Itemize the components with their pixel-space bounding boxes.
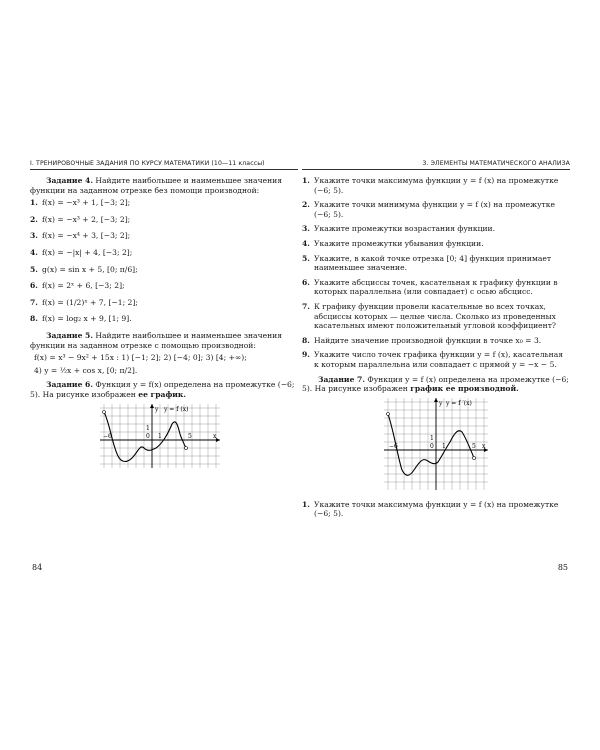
task5-text: Найдите наибольшее и наименьшее значения функции на заданном отрезке с помощью производной: (30, 330, 283, 350)
graph-y-label: y (155, 405, 159, 413)
item-number: 4. (302, 238, 310, 248)
question-item (302, 254, 570, 273)
graph-tick-neg6: −6 (103, 432, 112, 440)
item-formula: f(x) = −x³ + 1, [−3; 2]; (42, 198, 131, 208)
endpoint-open (185, 446, 188, 449)
graph-y-1: 1 (146, 424, 150, 432)
item-number: 5. (302, 253, 310, 263)
item-text: Укажите, в какой точке отрезка [0; 4] функция принимает наименьшее значение. (314, 253, 552, 273)
task4-list (30, 198, 298, 324)
item-number: 6. (302, 277, 310, 287)
question-item (302, 278, 570, 297)
task6-text: Функция y = f(x) определена на промежутке (−6; 5). На рисунке изображен (30, 380, 295, 399)
question-item (302, 302, 570, 331)
item-text: Найдите значение производной функции в точке x₀ = 3. (314, 335, 542, 345)
item-number: 7. (30, 297, 38, 307)
item-text: Укажите промежутки возрастания функции. (314, 224, 496, 234)
task4-label: Задание 4. (46, 176, 93, 185)
item-formula: f(x) = −x³ + 2, [−3; 2]; (42, 214, 131, 224)
item-number: 3. (30, 231, 38, 241)
left-page (30, 160, 298, 580)
derivative-graph (384, 398, 488, 490)
question-item (302, 350, 570, 369)
item-number: 8. (302, 335, 310, 345)
endpoint-open (473, 456, 476, 459)
item-number: 2. (302, 200, 310, 210)
page-number-right: 85 (557, 563, 568, 572)
question-item (302, 239, 570, 249)
task7-intro (302, 375, 570, 394)
question-item (302, 224, 570, 234)
item-number: 8. (30, 314, 38, 324)
task4-item (30, 298, 298, 308)
item-text: Укажите промежутки убывания функции. (314, 238, 484, 248)
task7-text: Функция y = f (x) определена на промежутке (−6; 5). На рисунке изображен (302, 374, 569, 394)
graph-tick-5: 5 (188, 432, 192, 440)
item-number: 2. (30, 214, 38, 224)
item-number: 7. (302, 301, 310, 311)
item-number: 1. (302, 499, 310, 509)
graph-y-label: y (439, 399, 443, 407)
item-number: 5. (30, 264, 38, 274)
item-number: 6. (30, 281, 38, 291)
function-curve (104, 412, 186, 462)
graph-tick-1: 1 (442, 442, 446, 450)
item-formula: f(x) = log₂ x + 9, [1; 9]. (42, 314, 132, 324)
running-head-right: 3. ЭЛЕМЕНТЫ МАТЕМАТИЧЕСКОГО АНАЛИЗА (302, 160, 570, 170)
endpoint-open (103, 410, 106, 413)
item-text: Укажите абсциссы точек, касательная к графику функции в которых параллельна (или совпадает) с осью абсцисс. (314, 277, 558, 297)
graph-y-1: 1 (430, 434, 434, 442)
y-axis-arrow (434, 398, 438, 402)
task5-formula: f(x) = x³ − 9x² + 15x : 1) [−1; 2]; 2) [−4; 0]; 3) [4; +∞); (34, 353, 247, 363)
item-text: Укажите точки минимума функции y = f (x) на промежутке (−6; 5). (314, 200, 556, 219)
running-head-left: I. ТРЕНИРОВОЧНЫЕ ЗАДАНИЯ ПО КУРСУ МАТЕМАТИКИ (10—11 классы) (30, 160, 298, 170)
item-formula: f(x) = (1/2)ˣ + 7, [−1; 2]; (42, 297, 138, 307)
task4-intro (30, 176, 298, 195)
item-number: 3. (302, 224, 310, 234)
task4-item (30, 215, 298, 225)
graph-tick-5: 5 (472, 442, 476, 450)
task4-item (30, 281, 298, 291)
item-formula: f(x) = −x⁴ + 3, [−3; 2]; (42, 231, 131, 241)
graph-tick-1: 1 (158, 432, 162, 440)
task5-label: Задание 5. (46, 330, 93, 340)
task6-text-bold: ее график. (138, 389, 187, 399)
task7-label: Задание 7. (318, 374, 365, 384)
task5-formula-2: 4) y = ½x + cos x, [0; π/2]. (34, 365, 138, 375)
item-text: Укажите точки максимума функции y = f (x) на промежутке (−6; 5). (314, 499, 559, 519)
x-axis-arrow (216, 438, 220, 442)
graph-x-label: x (482, 442, 486, 450)
task4-item (30, 314, 298, 324)
item-number: 1. (30, 198, 38, 208)
item-formula: f(x) = −|x| + 4, [−3; 2]; (42, 247, 133, 257)
item-number: 9. (302, 350, 310, 360)
question-item (302, 336, 570, 346)
right-page (302, 160, 570, 580)
task4-item (30, 231, 298, 241)
graph-tick-neg6: −6 (389, 442, 398, 450)
graph-origin: 0 (146, 432, 150, 440)
question-item (302, 200, 570, 219)
graph-func-label: y = f ′(x) (446, 399, 472, 407)
task4-text: Найдите наибольшее и наименьшее значения функции на заданном отрезке без помощи производной: (30, 176, 283, 195)
graph-x-label: x (213, 432, 217, 440)
graph-origin: 0 (430, 442, 434, 450)
endpoint-open (387, 412, 390, 415)
page-number-left: 84 (32, 563, 43, 572)
task7-text-bold: график ее производной. (410, 384, 519, 394)
task4-item (30, 265, 298, 275)
item-formula: f(x) = 2ˣ + 6, [−3; 2]; (42, 281, 125, 291)
function-graph-f (100, 404, 220, 468)
task5-intro (30, 331, 298, 350)
y-axis-arrow (150, 404, 154, 408)
question-item (302, 176, 570, 195)
task4-item (30, 198, 298, 208)
question-item-after-graph (302, 500, 570, 519)
item-formula: g(x) = sin x + 5, [0; π/6]; (42, 264, 138, 274)
task6-intro (30, 380, 298, 399)
item-text: Укажите число точек графика функции y = f (x), касательная к которым параллельна или совпадает с прямой y = −x − 5. (314, 350, 564, 369)
graph-func-label: y = f (x) (164, 405, 189, 413)
questions-list (302, 176, 570, 370)
task6-label: Задание 6. (46, 380, 93, 390)
item-text: Укажите точки максимума функции y = f (x) на промежутке (−6; 5). (314, 176, 559, 195)
item-text: К графику функции провели касательные во всех точках, абсциссы которых — целые числа. Сколько из проведенных касательных имеют положительный угловой коэффициент? (314, 301, 556, 331)
item-number: 1. (302, 176, 310, 185)
task4-item (30, 248, 298, 258)
item-number: 4. (30, 247, 38, 257)
